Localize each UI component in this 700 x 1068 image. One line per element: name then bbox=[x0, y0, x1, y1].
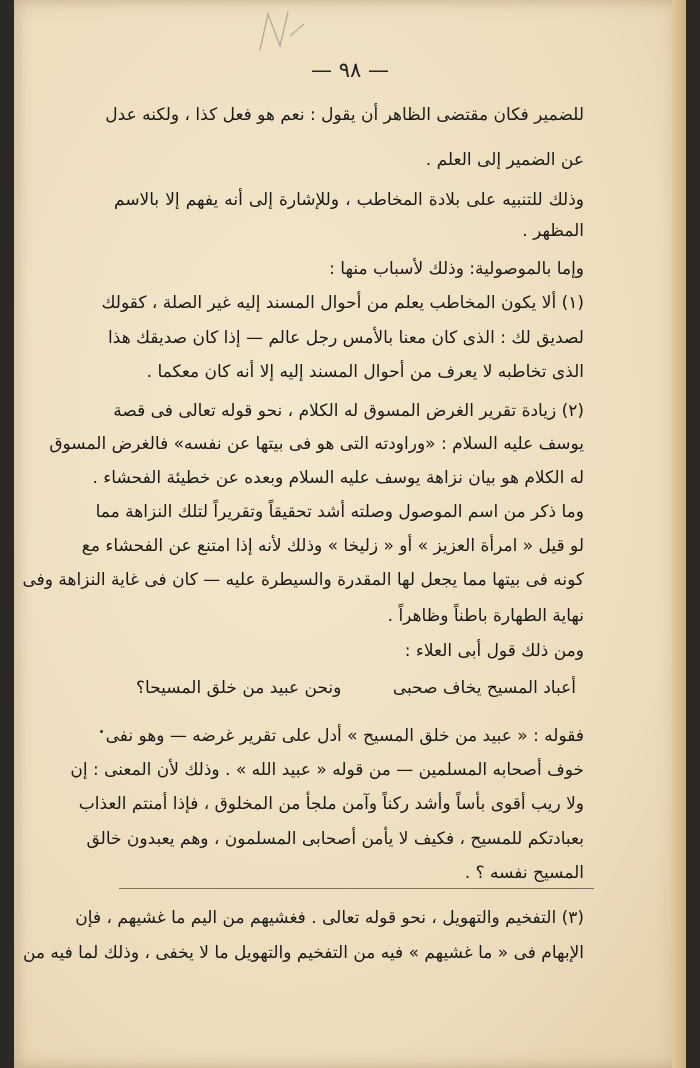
page-edge bbox=[672, 0, 686, 1068]
text-line: وإما بالموصولية: وذلك لأسباب منها : bbox=[329, 259, 584, 279]
text-line: ولا ريب أقوى بأساً وأشد ركناً وآمن ملجأ من المخلوق ، فإذا أمنتم العذاب bbox=[78, 794, 584, 814]
book-page bbox=[14, 0, 686, 1068]
text-line: له الكلام هو بيان نزاهة يوسف عليه السلام وبعده عن خطيئة الفحشاء . bbox=[92, 468, 584, 488]
text-line: بعبادتكم للمسيح ، فكيف لا يأمن أصحابى المسلمون ، وهم يعبدون خالق bbox=[86, 829, 584, 849]
text-line: للضمير فكان مقتضى الظاهر أن يقول : نعم هو فعل كذا ، ولكنه عدل bbox=[105, 105, 584, 125]
text-line: لصديق لك : الذى كان معنا بالأمس رجل عالم — إذا كان صديقك هذا bbox=[108, 328, 584, 348]
text-line: (١) ألا يكون المخاطب يعلم من أحوال المسند إليه غير الصلة ، كقولك bbox=[101, 293, 584, 313]
text-line: وذلك للتنبيه على بلادة المخاطب ، وللإشارة إلى أنه يفهم إلا بالاسم bbox=[114, 190, 584, 210]
text-line: عن الضمير إلى العلم . bbox=[425, 150, 584, 170]
text-line: الإبهام فى « ما غشيهم » فيه من التفخيم والتهويل ما لا يخفى ، وذلك لما فيه من bbox=[22, 943, 584, 963]
verse-second-hemistich: ونحن عبيد من خلق المسيحا؟ bbox=[136, 678, 342, 698]
text-line: ومن ذلك قول أبى العلاء : bbox=[404, 641, 584, 661]
text-line: (٣) التفخيم والتهويل ، نحو قوله تعالى . فغشيهم من اليم ما غشيهم ، فإن bbox=[75, 908, 584, 928]
text-line: الذى تخاطبه لا يعرف من أحوال المسند إليه إلا أنه كان معكما . bbox=[146, 362, 584, 382]
text-line: نهاية الطهارة باطناً وظاهراً . bbox=[387, 606, 584, 626]
text-line: وما ذكر من اسم الموصول وصلته أشد تحقيقاً وتقريراً لتلك النزاهة مما bbox=[95, 502, 584, 522]
text-line: فقوله : « عبيد من خلق المسيح » أدل على تقرير غرضه — وهو نفى bbox=[105, 726, 584, 746]
text-line: المظهر . bbox=[522, 221, 584, 241]
pencil-annotation-icon bbox=[250, 6, 310, 58]
text-line: يوسف عليه السلام : «وراودته التى هو فى بيتها عن نفسه» فالغرض المسوق bbox=[49, 434, 584, 454]
text-line: المسيح نفسه ؟ . bbox=[464, 863, 584, 883]
text-line: خوف أصحابه المسلمين — من قوله « عبيد الله » . وذلك لأن المعنى : إن bbox=[70, 760, 584, 780]
poem-verse bbox=[136, 678, 576, 698]
verse-first-hemistich: أعباد المسيح يخاف صحبى bbox=[392, 678, 576, 698]
text-line: كونه فى بيتها مما يجعل لها المقدرة والسيطرة عليه — كان فى غاية النزاهة وفى bbox=[22, 570, 584, 590]
page-number: — ٩٨ — bbox=[311, 58, 389, 82]
text-line: (٢) زيادة تقرير الغرض المسوق له الكلام ، نحو قوله تعالى فى قصة bbox=[113, 401, 584, 421]
section-divider bbox=[119, 888, 594, 889]
text-line: لو قيل « امرأة العزيز » أو « زليخا » وذلك لأنه إذا امتنع عن الفحشاء مع bbox=[81, 536, 584, 556]
ink-dot bbox=[100, 730, 103, 733]
